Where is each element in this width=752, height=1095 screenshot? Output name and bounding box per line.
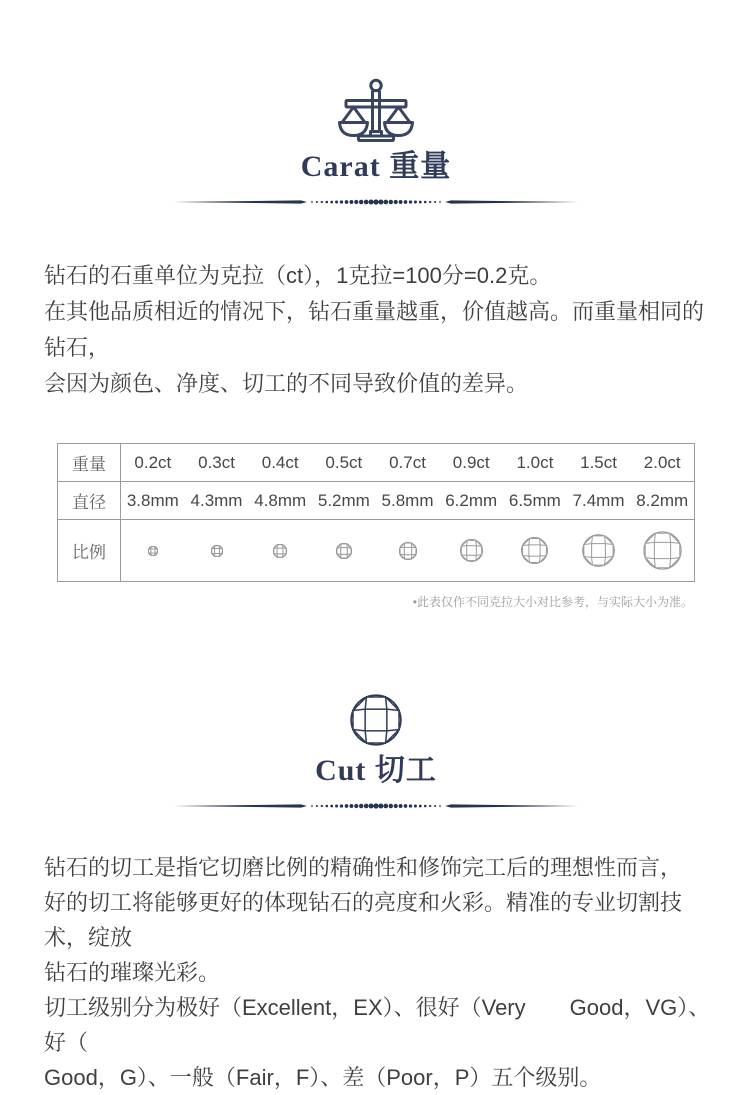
cut-divider-wrap (0, 800, 752, 812)
diameter-cell: 6.5mm (508, 490, 561, 510)
carat-title: Carat 重量 (300, 150, 452, 183)
proportion-cell (185, 520, 249, 581)
diameter-cell: 4.8mm (254, 490, 307, 510)
dot-divider (171, 800, 581, 812)
diameter-cells (121, 482, 694, 519)
diamond-top-icon (273, 544, 287, 558)
cut-title: Cut 切工 (315, 754, 437, 787)
proportion-cell (503, 520, 567, 581)
diameter-cell: 5.2mm (317, 490, 370, 510)
dot-divider (171, 196, 581, 208)
proportion-cell (567, 520, 631, 581)
diamond-top-icon (350, 694, 402, 746)
diameter-cell: 7.4mm (572, 490, 625, 510)
proportion-cell (376, 520, 440, 581)
weight-cell: 0.9ct (452, 452, 490, 472)
proportion-cell (439, 520, 503, 581)
cut-text-line: 切工级别分为极好（Excellent，EX）、很好（Very Good，VG）、好（ (44, 995, 711, 1055)
cut-icon-slot (0, 610, 752, 746)
diamond-top-icon (521, 537, 548, 564)
diamond-top-icon (211, 545, 223, 557)
diameter-cell: 8.2mm (636, 490, 689, 510)
weight-cell: 0.7ct (389, 452, 426, 472)
diameter-cell: 4.3mm (190, 490, 243, 510)
carat-paragraphs (44, 258, 716, 402)
cut-text-line: 好的切工将能够更好的体现钻石的亮度和火彩。精准的专业切割技术，绽放 (44, 890, 683, 950)
diameter-row-label: 直径 (58, 482, 121, 519)
balance-scale-icon (332, 78, 420, 142)
cut-text-line: 钻石的切工是指它切磨比例的精确性和修饰完工后的理想性而言， (44, 855, 683, 880)
carat-text-line: 钻石的石重单位为克拉（ct），1克拉=100分=0.2克。 (44, 263, 552, 288)
carat-size-table (57, 443, 695, 582)
diamond-top-icon (582, 534, 615, 567)
table-row-weight (58, 444, 694, 481)
cut-text-line: 钻石的璀璨光彩。 (44, 960, 221, 985)
cut-section (0, 610, 752, 1095)
proportion-cell (248, 520, 312, 581)
diamond-top-icon (148, 546, 158, 556)
carat-text-line: 在其他品质相近的情况下，钻石重量越重，价值越高。而重量相同的钻石， (44, 299, 705, 360)
weight-cell: 1.0ct (516, 452, 554, 472)
weight-cell: 2.0ct (643, 452, 681, 472)
carat-divider-wrap (0, 196, 752, 208)
proportion-cell (630, 520, 694, 581)
weight-cell: 0.2ct (134, 452, 172, 472)
table-footnote: •此表仅作不同克拉大小对比参考，与实际大小为准。 (412, 595, 693, 609)
diamond-top-icon (399, 542, 417, 560)
cut-paragraphs (44, 850, 716, 1095)
weight-cells (121, 444, 694, 481)
weight-cell: 0.3ct (198, 452, 235, 472)
weight-cell: 0.5ct (325, 452, 363, 472)
table-row-diameter (58, 481, 694, 519)
carat-icon-wrap (0, 0, 752, 142)
diameter-cell: 6.2mm (445, 490, 498, 510)
weight-cell: 0.4ct (261, 452, 299, 472)
diamond-top-icon (336, 543, 352, 559)
proportion-cell (121, 520, 185, 581)
weight-row-label: 重量 (58, 444, 121, 481)
proportion-cells (121, 520, 694, 581)
diameter-cell: 5.8mm (381, 490, 434, 510)
proportion-cell (312, 520, 376, 581)
weight-cell: 1.5ct (580, 452, 617, 472)
cut-text-line: Good，G）、一般（Fair，F）、差（Poor，P）五个级别。 (44, 1065, 602, 1090)
table-row-proportion (58, 519, 694, 581)
carat-text-line: 会因为颜色、净度、切工的不同导致价值的差异。 (44, 371, 529, 396)
diamond-top-icon (643, 531, 682, 570)
proportion-row-label: 比例 (58, 520, 121, 581)
diameter-cell: 3.8mm (126, 490, 179, 510)
diamond-top-icon (460, 539, 483, 562)
